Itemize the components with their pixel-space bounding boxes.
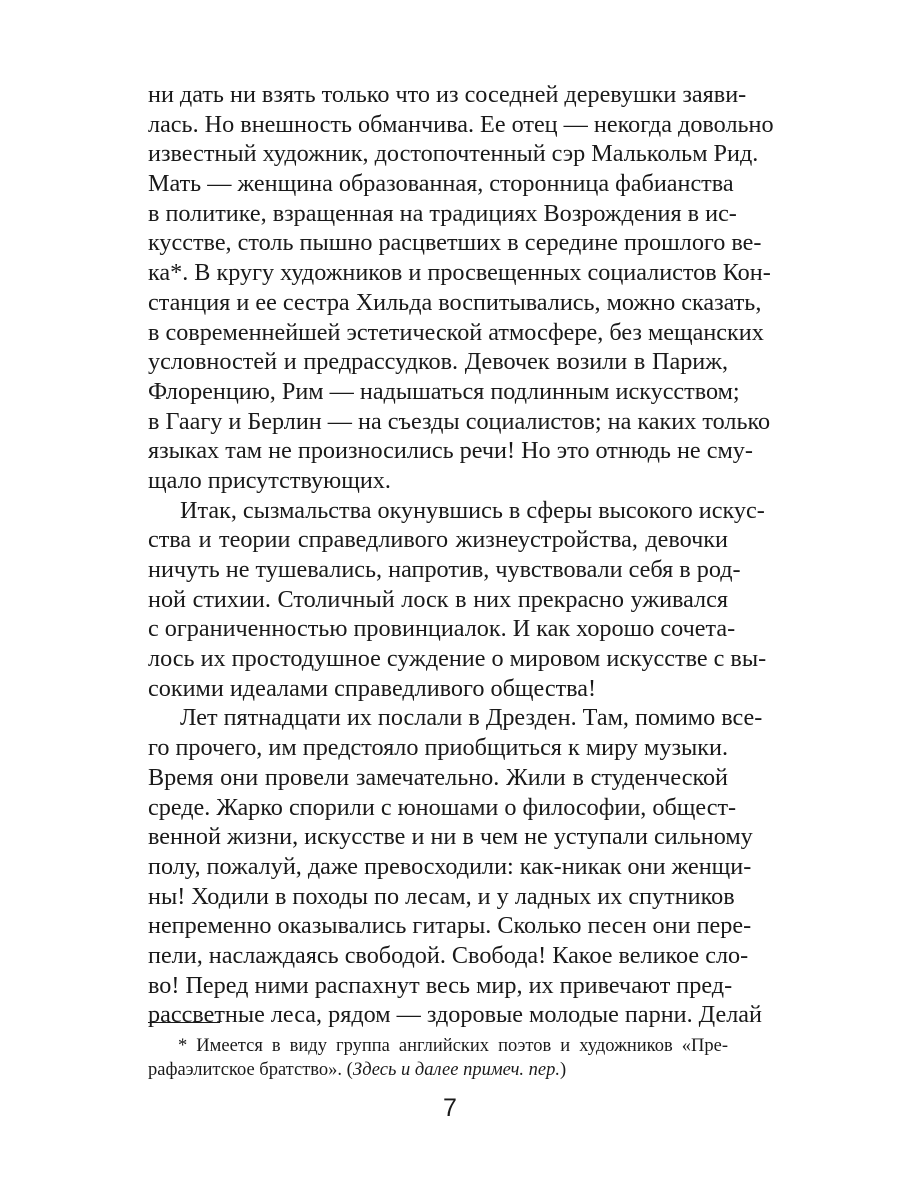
text-line: известный художник, достопочтенный сэр Малькольм Рид. [148,140,759,168]
text-line: в политике, взращенная на традициях Возрождения в ис- [148,199,737,227]
footnote-text: рафаэлитское братство». ( [148,1060,353,1080]
footnote-line: * Имеется в виду группа английских поэтов и художников «Пре- [178,1036,728,1056]
body-text [148,80,774,1030]
paragraph-start-line: Лет пятнадцати их послали в Дрезден. Там, помимо все- [180,704,763,732]
text-line: ни дать ни взять только что из соседней деревушки заяви- [148,81,747,108]
page-number: 7 [443,1094,457,1122]
text-line: рассветные леса, рядом — здоровые молодые парни. Делай [148,1001,762,1029]
text-line: с ограниченностью провинциалок. И как хорошо сочета- [148,615,736,643]
text-line: ной стихии. Столичный лоск в них прекрасно уживался [148,585,728,613]
text-line: в современнейшей эстетической атмосфере, без мещанских [148,318,764,346]
text-line: полу, пожалуй, даже превосходили: как-никак они женщи- [148,852,752,880]
text-line: венной жизни, искусстве и ни в чем не уступали сильному [148,823,753,851]
text-line: языках там не произносились речи! Но это отнюдь не сму- [148,437,753,465]
text-line: Флоренцию, Рим — надышаться подлинным искусством; [148,377,740,405]
text-line: лась. Но внешность обманчива. Ее отец — некогда довольно [148,110,774,138]
text-line: ны! Ходили в походы по лесам, и у ладных их спутников [148,882,735,910]
text-line: условностей и предрассудков. Девочек возили в Париж, [148,348,728,376]
text-line: пели, наслаждаясь свободой. Свобода! Какое великое сло- [148,941,749,969]
footnote-text-end: ) [560,1060,567,1080]
footnote-divider [148,1022,220,1023]
text-line: кусстве, столь пышно расцветших в середине прошлого ве- [148,229,762,257]
text-line: го прочего, им предстояло приобщиться к миру музыки. [148,734,728,762]
translator-note: Здесь и далее примеч. пер. [352,1060,561,1080]
text-line: Мать — женщина образованная, сторонница фабианства [148,170,734,198]
text-line: щало присутствующих. [148,466,391,494]
text-line: ства и теории справедливого жизнеустройства, девочки [148,526,728,554]
paragraph-start-line: Итак, сызмальства окунувшись в сферы высокого искус- [180,496,765,524]
text-line: в Гаагу и Берлин — на съезды социалистов; на каких только [148,407,771,435]
text-line: непременно оказывались гитары. Сколько песен они пере- [148,912,752,940]
text-line: ничуть не тушевались, напротив, чувствовали себя в род- [148,556,741,583]
footnote [148,1034,728,1082]
text-line: станция и ее сестра Хильда воспитывались, можно сказать, [148,288,762,316]
text-line: ка*. В кругу художников и просвещенных социалистов Кон- [148,259,771,287]
text-line: лось их простодушное суждение о мировом искусстве с вы- [148,645,767,673]
footnote-line [148,1058,728,1082]
text-line: среде. Жарко спорили с юношами о философии, общест- [148,793,737,821]
text-line: во! Перед ними распахнут весь мир, их привечают пред- [148,971,733,999]
text-line: Время они провели замечательно. Жили в студенческой [148,763,728,791]
text-line: сокими идеалами справедливого общества! [148,674,597,702]
